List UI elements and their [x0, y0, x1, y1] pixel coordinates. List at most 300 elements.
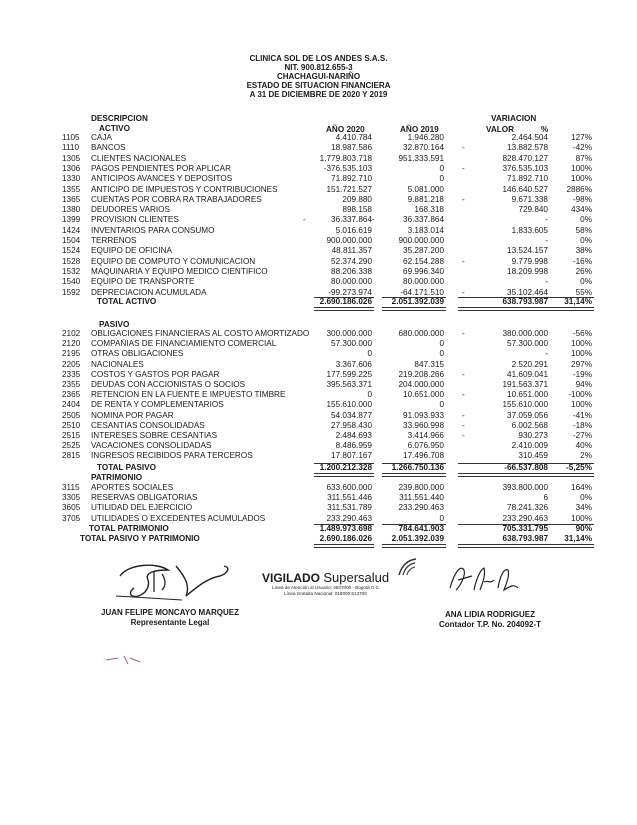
variation-value: -	[545, 277, 548, 287]
rule-line	[314, 307, 374, 311]
account-description: DEUDORES VARIOS	[91, 205, 171, 215]
rule-line	[382, 473, 446, 477]
account-code: 2515	[62, 431, 81, 440]
rule-line	[550, 307, 594, 311]
variation-value: 729.840	[518, 205, 548, 215]
total-2020: 1.489.973.698	[319, 524, 372, 533]
variation-percent: -16%	[572, 256, 592, 266]
negative-sign: -	[462, 431, 465, 440]
variation-percent: 100%	[571, 163, 592, 173]
amount-2020: -99.273.974	[328, 287, 372, 297]
table-row	[0, 360, 637, 370]
rule-line	[550, 544, 594, 548]
amount-2019: 168.318	[414, 205, 444, 215]
variation-value: 9.671.338	[511, 194, 548, 204]
table-row	[0, 267, 637, 277]
amount-2020: 4.410.784	[335, 133, 372, 142]
amount-2019: 32.870.164	[403, 143, 444, 153]
rule-line	[458, 544, 550, 548]
amount-2019: -64.171.510	[400, 287, 444, 297]
amount-2020: 1.779.803.718	[319, 153, 372, 163]
amount-2019: 9.881.218	[407, 194, 444, 204]
negative-sign: -	[462, 194, 465, 204]
variation-percent: 127%	[571, 133, 592, 142]
table-row	[0, 174, 637, 184]
table-row	[0, 236, 637, 246]
account-code: 3605	[62, 503, 81, 513]
table-row	[0, 483, 637, 493]
variation-percent: 100%	[571, 513, 592, 523]
amount-2019: 0	[439, 400, 444, 410]
variation-percent: 87%	[575, 153, 592, 163]
col-valor: VALOR	[486, 125, 515, 134]
negative-sign: -	[462, 390, 465, 400]
col-year-2019: AÑO 2019	[400, 125, 439, 134]
rule-line	[314, 473, 374, 477]
variation-percent: 58%	[575, 225, 592, 235]
amount-2019: 0	[439, 174, 444, 184]
variation-percent: 0%	[580, 236, 592, 245]
amount-2020: 71.892.710	[331, 174, 372, 184]
account-code: 1504	[62, 236, 81, 245]
variation-percent: 2%	[580, 451, 592, 461]
variation-percent: -18%	[572, 420, 592, 430]
amount-2019: 91.093.933	[403, 410, 444, 420]
account-code: 1424	[62, 225, 81, 235]
variation-value: 155.610.000	[502, 400, 548, 410]
variation-percent: 100%	[571, 339, 592, 349]
amount-2019: 900.000.000	[398, 236, 444, 245]
variation-value: 828.470.127	[502, 153, 548, 163]
total-2020: 1.200.212.328	[319, 463, 372, 472]
amount-2020: 151.721.527	[326, 184, 372, 194]
account-description: DEPRECIACION ACUMULADA	[91, 287, 207, 297]
total-variation: 638.793.987	[502, 297, 548, 306]
table-row	[0, 451, 637, 461]
amount-2020: 898.158	[342, 205, 372, 215]
variation-percent: -19%	[572, 369, 592, 379]
report-date: A 31 DE DICIEMBRE DE 2020 Y 2019	[249, 90, 388, 99]
table-row	[0, 411, 637, 421]
amount-2019: 69.996.340	[403, 266, 444, 276]
account-code: 1540	[62, 277, 81, 287]
account-code: 1399	[62, 215, 81, 225]
total-2019: 2.051.392.039	[391, 534, 444, 543]
variation-percent: 0%	[580, 215, 592, 225]
amount-2019: 10.651.000	[403, 390, 444, 400]
total-label: TOTAL PASIVO	[97, 463, 156, 472]
amount-2019: 0	[439, 349, 444, 359]
account-description: EQUIPO DE TRANSPORTE	[91, 277, 195, 287]
variation-percent: 100%	[571, 174, 592, 184]
negative-sign: -	[372, 215, 375, 225]
account-code: 2505	[62, 410, 81, 420]
total-variation: -66.537.808	[504, 463, 548, 472]
amount-2020: 48.811.357	[331, 246, 372, 256]
table-row	[0, 493, 637, 503]
total-2020: 2.690.186.026	[319, 534, 372, 543]
amount-2019: 0	[439, 513, 444, 523]
variation-value: 71.892.710	[507, 174, 548, 184]
variation-value: 930.273	[518, 431, 548, 440]
total-percent: 31,14%	[564, 297, 592, 306]
account-code: 1306	[62, 163, 81, 173]
amount-2020: 395.563.371	[326, 380, 372, 389]
amount-2020: 311.551.446	[327, 493, 372, 503]
table-row	[0, 257, 637, 267]
variation-percent: -42%	[572, 143, 592, 153]
company-name: CLINICA SOL DE LOS ANDES S.A.S.	[249, 54, 388, 63]
account-description: TERRENOS	[91, 236, 137, 245]
amount-2020: 18.987.586	[331, 143, 372, 153]
account-description: INVENTARIOS PARA CONSUMO	[91, 225, 215, 235]
amount-2019: 0	[439, 163, 444, 173]
account-description: DE RENTA Y COMPLEMENTARIOS	[91, 400, 224, 410]
amount-2019: 36.337.864	[403, 215, 444, 225]
negative-sign: -	[462, 369, 465, 379]
patrimonio-title: PATRIMONIO	[91, 473, 143, 482]
amount-2020: 8.486.959	[335, 441, 372, 451]
total-label: TOTAL PASIVO Y PATRIMONIO	[80, 534, 200, 543]
account-description: CESANTIAS CONSOLIDADAS	[91, 420, 205, 430]
amount-2020: 177.599.225	[326, 369, 372, 379]
amount-2019: 5.081.000	[407, 184, 444, 194]
table-row	[0, 154, 637, 164]
account-description: EQUIPO DE OFICINA	[91, 246, 172, 256]
logo-line2: Línea Gratuita Nacional: 018000 513700	[284, 591, 367, 596]
amount-2020: 900.000.000	[326, 236, 372, 245]
supersalud-icon	[396, 557, 418, 577]
company-city: CHACHAGUI-NARIÑO	[276, 72, 361, 81]
variation-value: 1.833.605	[511, 225, 548, 235]
account-code: 2815	[62, 451, 81, 461]
amount-2020: 0	[367, 390, 372, 400]
amount-2019: 17.496.708	[403, 451, 444, 461]
account-code: 2120	[62, 339, 81, 349]
amount-2019: 35.287.200	[403, 246, 444, 256]
amount-2020: 2.484.693	[335, 431, 372, 440]
variation-value: 18.209.998	[507, 266, 548, 276]
negative-sign: -	[462, 143, 465, 153]
account-description: CAJA	[91, 133, 112, 142]
variation-value: 146.640.527	[502, 184, 548, 194]
amount-2019: 847.315	[414, 359, 444, 369]
account-description: OTRAS OBLIGACIONES	[91, 349, 184, 359]
variation-percent: 94%	[575, 380, 592, 389]
account-code: 1105	[62, 133, 80, 142]
table-row	[0, 226, 637, 236]
total-row	[0, 463, 637, 473]
amount-2020: 633.600.000	[326, 483, 372, 492]
col-pct: %	[541, 125, 549, 134]
report-title: ESTADO DE SITUACION FINANCIERA	[246, 81, 391, 90]
signature-left	[108, 556, 238, 606]
total-2019: 784.641.903	[398, 524, 444, 533]
amount-2019: 1.946.280	[407, 133, 444, 142]
variation-percent: 40%	[575, 441, 592, 451]
amount-2019: 951.333.591	[398, 153, 444, 163]
col-descripcion: DESCRIPCION	[91, 114, 148, 123]
table-row	[0, 185, 637, 195]
amount-2019: 3.183.014	[407, 225, 444, 235]
account-description: CUENTAS POR COBRA RA TRABAJADORES	[91, 194, 262, 204]
account-description: DEUDAS CON ACCIONISTAS O SOCIOS	[91, 380, 246, 389]
amount-2020: 57.300.000	[331, 339, 372, 349]
variation-percent: 164%	[571, 483, 592, 492]
variation-value: 2.520.291	[511, 359, 548, 369]
variation-value: 233.290.463	[502, 513, 548, 523]
account-code: 1110	[62, 143, 79, 153]
variation-percent: 55%	[575, 287, 592, 297]
account-description: NOMINA POR PAGAR	[91, 410, 174, 420]
variation-percent: 434%	[571, 205, 592, 215]
negative-sign: -	[462, 287, 465, 297]
account-code: 1528	[62, 256, 81, 266]
right-signer-role: Contador T.P. No. 204092-T	[438, 620, 542, 629]
amount-2020: 80.000.000	[331, 277, 372, 287]
table-row	[0, 329, 637, 339]
variation-percent: -100%	[568, 390, 592, 400]
account-description: UTILIDAD DEL EJERCICIO	[91, 503, 193, 513]
amount-2019: 311.551.440	[399, 493, 444, 503]
account-code: 1524	[62, 246, 81, 256]
amount-2019: 33.960.998	[403, 420, 444, 430]
amount-2020: 155.610.000	[326, 400, 372, 410]
amount-2019: 80.000.000	[403, 277, 444, 287]
account-code: 2355	[62, 380, 81, 389]
variation-value: 78.241.326	[507, 503, 548, 513]
account-description: RESERVAS OBLIGATORIAS	[91, 493, 198, 503]
account-description: CLIENTES NACIONALES	[91, 153, 187, 163]
account-code: 1592	[62, 287, 81, 297]
amount-2019: 219.208.266	[398, 369, 444, 379]
variation-value: 2.410.009	[511, 441, 548, 451]
pen-mark	[104, 652, 144, 666]
variation-value: 9.779.998	[511, 256, 548, 266]
account-code: 2365	[62, 390, 81, 400]
account-code: 2102	[62, 329, 81, 338]
table-row	[0, 380, 637, 390]
account-code: 1355	[62, 184, 81, 194]
account-description: RETENCION EN LA FUENTE E IMPUESTO TIMBRE	[91, 390, 286, 400]
negative-sign: -	[462, 410, 465, 420]
table-row	[0, 431, 637, 441]
table-row	[0, 195, 637, 205]
account-description: VACACIONES CONSOLIDADAS	[91, 441, 212, 451]
table-row	[0, 514, 637, 524]
variation-percent: 34%	[575, 503, 592, 513]
rule-line	[550, 473, 594, 477]
account-code: 1365	[62, 194, 81, 204]
amount-2019: 680.000.000	[398, 329, 444, 338]
account-code: 2510	[62, 420, 81, 430]
negative-sign: -	[462, 163, 465, 173]
account-description: COMPAÑIAS DE FINANCIAMIENTO COMERCIAL	[91, 339, 277, 349]
variation-value: -	[545, 236, 548, 245]
account-description: PAGOS PENDIENTES POR APLICAR	[91, 163, 231, 173]
table-row	[0, 503, 637, 513]
total-variation: 638.793.987	[502, 534, 548, 543]
rule-line	[458, 307, 550, 311]
negative-sign: -	[303, 215, 306, 225]
table-row	[0, 277, 637, 287]
left-signer-name: JUAN FELIPE MONCAYO MARQUEZ	[101, 608, 239, 617]
signature-right	[444, 560, 524, 596]
col-activo: ACTIVO	[99, 124, 130, 133]
amount-2020: 54.034.877	[331, 410, 372, 420]
amount-2019: 239.800.000	[398, 483, 444, 492]
total-row	[0, 524, 637, 534]
rule-line	[458, 473, 550, 477]
amount-2020: 88.206.338	[331, 266, 372, 276]
rule-line	[314, 544, 374, 548]
amount-2019: 62.154.288	[403, 256, 444, 266]
account-code: 1330	[62, 174, 81, 184]
account-code: 3305	[62, 493, 81, 503]
variation-value: -	[545, 215, 548, 225]
table-row	[0, 349, 637, 359]
table-row	[0, 421, 637, 431]
company-nit: NIT. 900.812.655-3	[284, 63, 353, 72]
variation-percent: 297%	[571, 359, 592, 369]
account-code: 1305	[62, 153, 81, 163]
amount-2020: 52.374.290	[331, 256, 372, 266]
account-description: INTERESES SOBRE CESANTIAS	[91, 431, 218, 440]
amount-2020: 5.016.619	[335, 225, 372, 235]
account-description: COSTOS Y GASTOS POR PAGAR	[91, 369, 220, 379]
account-description: PROVISION CLIENTES	[91, 215, 179, 225]
account-description: EQUIPO DE COMPUTO Y COMUNICACION	[91, 256, 256, 266]
account-code: 2205	[62, 359, 81, 369]
supersalud-logo	[262, 571, 412, 597]
right-signer-name: ANA LIDIA RODRIGUEZ	[444, 610, 536, 619]
variation-percent: -27%	[572, 431, 592, 440]
account-code: 2335	[62, 369, 81, 379]
logo-supersalud: Supersalud	[323, 570, 390, 585]
variation-value: 13.882.578	[507, 143, 548, 153]
amount-2019: 6.076.950	[407, 441, 444, 451]
account-description: ANTICIPOS AVANCES Y DEPOSITOS	[91, 174, 233, 184]
variation-percent: 0%	[580, 277, 592, 287]
variation-percent: -41%	[572, 410, 592, 420]
negative-sign: -	[462, 256, 465, 266]
amount-2020: 36.337.864	[331, 215, 372, 225]
table-row	[0, 400, 637, 410]
total-2019: 1.266.750.136	[391, 463, 444, 472]
account-description: APORTES SOCIALES	[91, 483, 174, 492]
left-signer-role: Representante Legal	[130, 618, 210, 627]
total-percent: 31,14%	[564, 534, 592, 543]
total-label: TOTAL ACTIVO	[97, 297, 157, 306]
total-label: TOTAL PATRIMONIO	[89, 524, 169, 533]
logo-line1: Línea de Atención al Usuario: 4837000 - Bogotá D.C.	[272, 585, 381, 590]
variation-percent: 100%	[571, 349, 592, 359]
variation-value: 57.300.000	[507, 339, 548, 349]
table-row	[0, 164, 637, 174]
account-code: 1532	[62, 266, 81, 276]
variation-value: 191.563.371	[502, 380, 548, 389]
pasivo-title: PASIVO	[99, 320, 130, 329]
table-row	[0, 143, 637, 153]
variation-value: 2.464.504	[511, 133, 548, 142]
table-row	[0, 390, 637, 400]
amount-2020: 233.290.463	[326, 513, 372, 523]
variation-value: 6.002.568	[511, 420, 548, 430]
variation-percent: 2886%	[566, 184, 592, 194]
table-row	[0, 339, 637, 349]
amount-2019: 3.414.966	[407, 431, 444, 440]
amount-2020: 17.807.167	[331, 451, 372, 461]
logo-vigilado: VIGILADO	[262, 571, 321, 585]
account-code: 3705	[62, 513, 81, 523]
variation-percent: 38%	[575, 246, 592, 256]
col-year-2020: AÑO 2020	[326, 125, 365, 134]
table-row	[0, 205, 637, 215]
variation-percent: 100%	[571, 400, 592, 410]
table-row	[0, 215, 637, 225]
account-code: 3115	[62, 483, 80, 492]
variation-value: 6	[543, 493, 548, 503]
variation-value: 310.459	[518, 451, 548, 461]
table-row	[0, 441, 637, 451]
amount-2020: 311.531.789	[327, 503, 372, 513]
total-percent: 90%	[575, 524, 592, 533]
account-description: NACIONALES	[91, 359, 144, 369]
total-2019: 2.051.392.039	[391, 297, 444, 306]
variation-percent: 26%	[575, 266, 592, 276]
amount-2020: 3.367.606	[335, 359, 372, 369]
variation-value: 380.000.000	[502, 329, 548, 338]
total-2020: 2.690.186.026	[319, 297, 372, 306]
total-row	[0, 534, 637, 544]
amount-2020: 27.958.430	[331, 420, 372, 430]
variation-percent: -98%	[572, 194, 592, 204]
rule-line	[382, 544, 446, 548]
total-row	[0, 297, 637, 307]
account-description: INGRESOS RECIBIDOS PARA TERCEROS	[91, 451, 253, 461]
account-description: UTILIDADES O EXCEDENTES ACUMULADOS	[91, 513, 266, 523]
amount-2019: 0	[439, 339, 444, 349]
variation-value: 35.102.464	[507, 287, 548, 297]
table-row	[0, 370, 637, 380]
account-code: 2404	[62, 400, 81, 410]
amount-2020: 300.000.000	[326, 329, 372, 338]
account-description: BANCOS	[91, 143, 126, 153]
table-row	[0, 133, 637, 143]
variation-value: 13.524.157	[507, 246, 548, 256]
amount-2019: 233.290.463	[398, 503, 444, 513]
account-code: 2525	[62, 441, 81, 451]
variation-value: -	[545, 349, 548, 359]
total-percent: -5,25%	[566, 463, 592, 472]
account-description: ANTICIPO DE IMPUESTOS Y CONTRIBUCIONES	[91, 184, 278, 194]
table-row	[0, 246, 637, 256]
account-code: 1380	[62, 205, 81, 215]
amount-2020: 209.880	[342, 194, 372, 204]
rule-line	[382, 307, 446, 311]
account-description: OBLIGACIONES FINANCIERAS AL COSTO AMORTIZADO	[91, 329, 310, 338]
variation-percent: -56%	[572, 329, 592, 338]
amount-2020: 0	[367, 349, 372, 359]
variation-value: 41.609.041	[507, 369, 548, 379]
negative-sign: -	[462, 420, 465, 430]
variation-value: 37.059.056	[507, 410, 548, 420]
variation-value: 10.651.000	[507, 390, 548, 400]
account-code: 2195	[62, 349, 81, 359]
variation-percent: 0%	[580, 493, 592, 503]
amount-2019: 204.000.000	[398, 380, 444, 389]
variation-value: 393.800.000	[502, 483, 548, 492]
